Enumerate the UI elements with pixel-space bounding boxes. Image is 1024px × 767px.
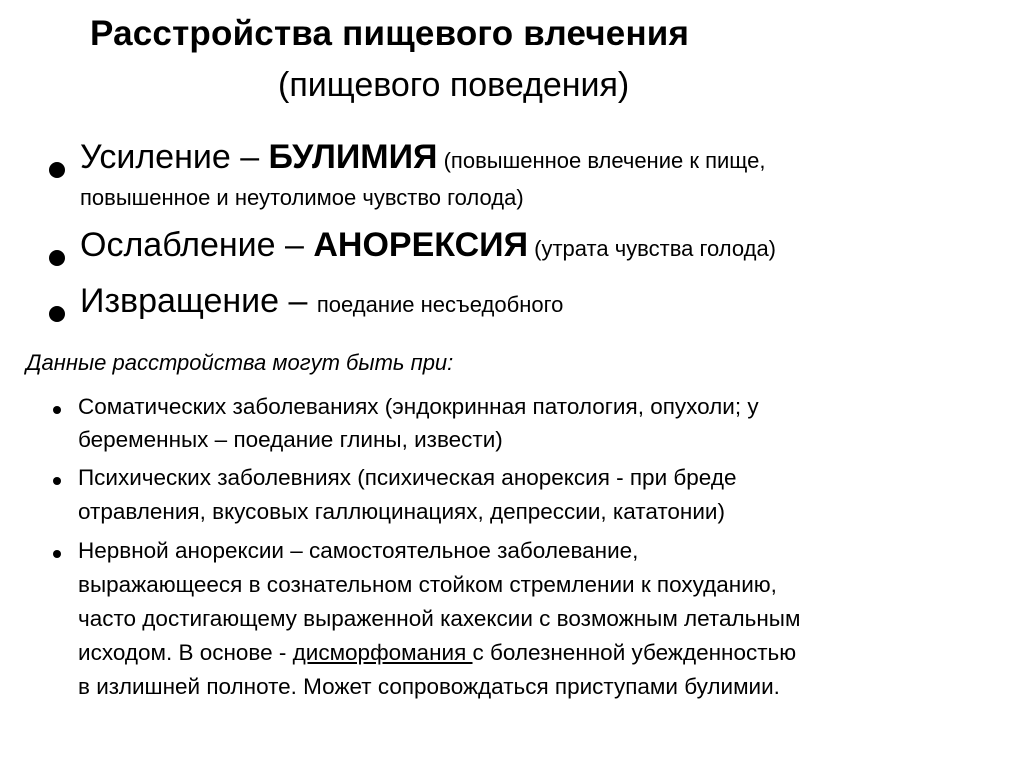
- sub-item-text: исходом. В основе -: [78, 640, 293, 665]
- sub-item-line: часто достигающему выраженной кахексии с возможным летальным: [78, 606, 801, 631]
- sub-item-line: [78, 640, 796, 666]
- sub-item-line: Соматических заболеваниях (эндокринная патология, опухоли; у: [78, 394, 759, 419]
- sub-item-line: беременных – поедание глины, извести): [78, 427, 503, 452]
- main-item-anorexia: [80, 226, 776, 265]
- bullet-dot: [53, 550, 61, 558]
- slide-title: Расстройства пищевого влечения: [90, 14, 690, 53]
- main-item-note: поедание несъедобного: [316, 292, 564, 317]
- bullet-dot: [53, 406, 61, 414]
- sub-item-line: Психических заболевниях (психическая анорексия - при бреде: [78, 465, 737, 490]
- sub-item-line: в излишней полноте. Может сопровождаться приступами булимии.: [78, 674, 780, 699]
- sub-item-text: с болезненной убежденностью: [472, 640, 797, 665]
- section-subheading: Данные расстройства могут быть при:: [26, 350, 454, 375]
- bullet-dot: [49, 250, 65, 266]
- bullet-dot: [53, 477, 61, 485]
- bullet-dot: [49, 306, 65, 322]
- main-item-continuation: повышенное и неутолимое чувство голода): [80, 185, 524, 210]
- main-item-head: Усиление –: [80, 138, 269, 176]
- main-item-note: (утрата чувства голода): [528, 236, 777, 261]
- sub-item-line: Нервной анорексии – самостоятельное заболевание,: [78, 538, 639, 563]
- slide-subtitle: (пищевого поведения): [278, 66, 630, 104]
- main-item-head: Ослабление –: [80, 226, 314, 264]
- main-item-head: Извращение –: [80, 282, 317, 320]
- main-item-note: (повышенное влечение к пище,: [437, 148, 766, 173]
- main-item-bulimia: [80, 138, 766, 177]
- main-item-term: БУЛИМИЯ: [268, 138, 438, 176]
- bullet-dot: [49, 162, 65, 178]
- main-item-term: АНОРЕКСИЯ: [313, 226, 529, 264]
- sub-item-line: выражающееся в сознательном стойком стремлении к похуданию,: [78, 572, 777, 597]
- main-item-perversion: [80, 282, 563, 321]
- sub-item-line: отравления, вкусовых галлюцинациях, депрессии, кататонии): [78, 499, 725, 524]
- key-term-dysmorphomania: дисморфомания: [292, 640, 473, 665]
